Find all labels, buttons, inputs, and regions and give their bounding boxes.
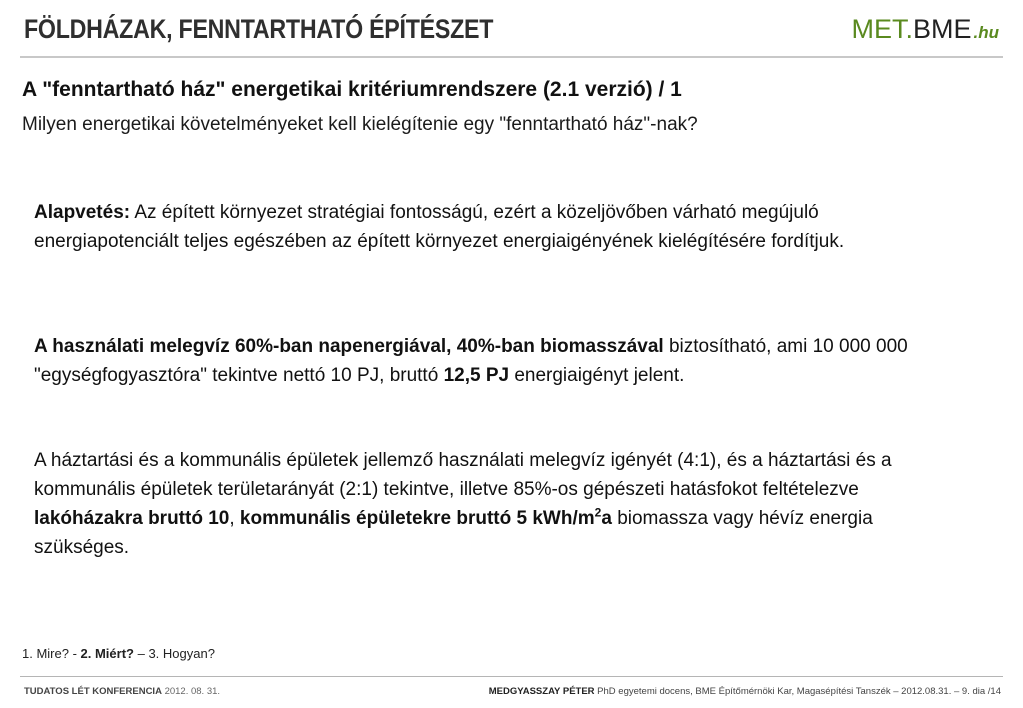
footer-conference-date: 2012. 08. 31. [161, 686, 221, 697]
header-divider [20, 56, 1003, 58]
basics-label: Alapvetés: [34, 202, 131, 223]
logo-met: MET [851, 14, 906, 44]
nav-step-1: 1. Mire? - [22, 646, 81, 661]
hot-water-text-1: biztosítható, ami 10 000 000 "egységfogyasztóra" tekintve nettó 10 PJ, bruttó [34, 336, 908, 386]
footer-conference [24, 686, 220, 697]
basics-text: Az épített környezet stratégiai fontosságú, ezért a közeljövőben várható megújuló energiapotenciált teljes egészében az épített környezet energiaigényének kielégítésére fordítjuk. [34, 202, 845, 252]
slide-title: A "fenntartható ház" energetikai kritériumrendszere (2.1 verzió) / 1 [22, 78, 682, 101]
hot-water-text-2: energiaigényt jelent. [509, 365, 685, 386]
logo-bme: BME [912, 14, 972, 44]
progress-nav [22, 646, 215, 661]
demand-text-3: biomassza vagy hévíz energia szükséges. [34, 508, 873, 558]
footer-divider [20, 676, 1003, 677]
demand-bold-2-sup: 2 [594, 505, 602, 520]
met-bme-logo[interactable] [851, 14, 999, 45]
demand-bold-2: kommunális épületekre bruttó 5 kWh/m [239, 508, 595, 529]
header-title: FÖLDHÁZAK, FENNTARTHATÓ ÉPÍTÉSZET [24, 14, 494, 44]
nav-step-3: – 3. Hogyan? [133, 646, 215, 661]
hot-water-bold-1: A használati melegvíz 60%-ban napenergiával, 40%-ban biomasszával [34, 336, 664, 357]
logo-dot: . [905, 14, 913, 44]
hot-water-paragraph [34, 332, 964, 390]
demand-text-1: A háztartási és a kommunális épületek jellemző használati melegvíz igényét (4:1), és a háztartási és a kommunális épületek területarányát (2:1) tekintve, illetve 85%-os gépészeti hatásfokot feltételezve [34, 450, 892, 500]
demand-bold-1: lakóházakra bruttó 10 [34, 508, 230, 529]
nav-step-2-current: 2. Miért? [80, 646, 134, 661]
demand-text-2: , [229, 508, 240, 529]
logo-hu: .hu [973, 23, 999, 42]
footer-conference-name: TUDATOS LÉT KONFERENCIA [24, 686, 162, 697]
demand-bold-3: a [601, 508, 612, 529]
hot-water-bold-2: 12,5 PJ [443, 365, 510, 386]
footer-author [489, 686, 1001, 697]
footer-author-details: PhD egyetemi docens, BME Építőmérnöki Kar, Magasépítési Tanszék – 2012.08.31. – 9. dia /14 [594, 686, 1001, 697]
slide-subtitle: Milyen energetikai követelményeket kell kielégítenie egy "fenntartható ház"-nak? [22, 114, 698, 135]
energy-demand-paragraph [34, 446, 964, 562]
footer-author-name: MEDGYASSZAY PÉTER [488, 686, 595, 697]
basics-paragraph [34, 198, 964, 256]
